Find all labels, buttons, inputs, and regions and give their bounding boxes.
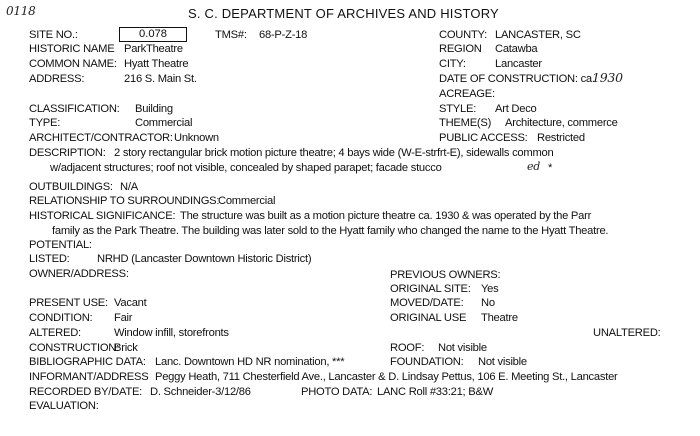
significance-line-1: The structure was built as a motion picture theatre ca. 1930 & was operated by the Parr (180, 210, 592, 222)
public-access-value: Restricted (537, 132, 585, 144)
date-construction-label: DATE OF CONSTRUCTION: ca. (439, 73, 595, 85)
present-use-value: Vacant (114, 297, 147, 309)
original-site-value: Yes (481, 283, 499, 295)
type-label: TYPE: (29, 117, 61, 129)
common-name-value: Hyatt Theatre (124, 58, 189, 70)
site-no-label: SITE NO.: (29, 29, 78, 41)
original-site-label: ORIGINAL SITE: (390, 283, 471, 295)
tms-value: 68-P-Z-18 (259, 29, 308, 41)
bibliographic-value: Lanc. Downtown HD NR nomination, *** (155, 356, 345, 368)
relationship-value: Commercial (218, 195, 276, 207)
public-access-label: PUBLIC ACCESS: (439, 132, 528, 144)
type-value: Commercial (135, 117, 193, 129)
foundation-value: Not visible (478, 356, 527, 368)
common-name-label: COMMON NAME: (29, 58, 117, 70)
card-header: S. C. DEPARTMENT OF ARCHIVES AND HISTORY (188, 6, 499, 21)
moved-value: No (481, 297, 495, 309)
description-asterisk: * (548, 162, 553, 174)
region-value: Catawba (495, 43, 538, 55)
historic-name-value: ParkTheatre (124, 43, 183, 55)
altered-label: ALTERED: (29, 327, 81, 339)
roof-label: ROOF: (390, 342, 425, 354)
handwritten-file-number: 0118 (6, 4, 36, 18)
classification-label: CLASSIFICATION: (29, 103, 120, 115)
site-no-value: 0.078 (139, 28, 167, 40)
altered-value: Window infill, storefronts (114, 327, 229, 339)
construction-label: CONSTRUCTION: (29, 342, 119, 354)
outbuildings-label: OUTBUILDINGS: (29, 181, 113, 193)
unaltered-label: UNALTERED: (593, 327, 661, 339)
historic-name-label: HISTORIC NAME (29, 43, 115, 55)
roof-value: Not visible (438, 342, 487, 354)
informant-value: Peggy Heath, 711 Chesterfield Ave., Lancaster & D. Lindsay Pettus, 106 E. Meeting St., Lancaster (155, 371, 618, 383)
address-label: ADDRESS: (29, 73, 85, 85)
county-label: COUNTY: (439, 29, 487, 41)
moved-label: MOVED/DATE: (390, 297, 464, 309)
description-line-2: w/adjacent structures; roof not visible, concealed by shaped parapet; facade stucco (50, 162, 442, 174)
classification-value: Building (135, 103, 173, 115)
foundation-label: FOUNDATION: (390, 356, 464, 368)
significance-line-2: family as the Park Theatre. The building was later sold to the Hyatt family who changed the name to the Hyatt Theatre. (52, 225, 609, 237)
description-label: DESCRIPTION: (29, 147, 106, 159)
condition-label: CONDITION: (29, 312, 93, 324)
architect-label: ARCHITECT/CONTRACTOR: (29, 132, 173, 144)
relationship-label: RELATIONSHIP TO SURROUNDINGS: (29, 195, 220, 207)
description-line-1: 2 story rectangular brick motion picture theatre; 4 bays wide (W-E-strfrt-E), sidewalls common (114, 147, 554, 159)
condition-value: Fair (114, 312, 133, 324)
evaluation-label: EVALUATION: (29, 400, 99, 412)
photo-value: LANC Roll #33:21; B&W (377, 386, 493, 398)
bibliographic-label: BIBLIOGRAPHIC DATA: (29, 356, 146, 368)
outbuildings-value: N/A (120, 181, 138, 193)
acreage-label: ACREAGE: (439, 88, 495, 100)
photo-label: PHOTO DATA: (301, 386, 373, 398)
architect-value: Unknown (174, 132, 219, 144)
significance-label: HISTORICAL SIGNIFICANCE: (29, 210, 176, 222)
style-value: Art Deco (495, 103, 537, 115)
tms-label: TMS#: (215, 29, 247, 41)
informant-label: INFORMANT/ADDRESS (29, 371, 149, 383)
region-label: REGION (439, 43, 482, 55)
city-value: Lancaster (495, 58, 542, 70)
date-construction-value: 1930 (592, 70, 623, 85)
original-use-value: Theatre (481, 312, 518, 324)
county-value: LANCASTER, SC (495, 29, 581, 41)
construction-value: Brick (114, 342, 138, 354)
previous-owners-label: PREVIOUS OWNERS: (390, 269, 501, 281)
original-use-label: ORIGINAL USE (390, 312, 467, 324)
listed-label: LISTED: (29, 253, 70, 265)
owner-label: OWNER/ADDRESS: (29, 268, 129, 280)
address-value: 216 S. Main St. (124, 73, 197, 85)
style-label: STYLE: (439, 103, 477, 115)
recorded-value: D. Schneider-3/12/86 (150, 386, 251, 398)
potential-label: POTENTIAL: (29, 239, 92, 251)
listed-value: NRHD (Lancaster Downtown Historic District) (97, 253, 312, 265)
description-handwritten-note: ed (527, 160, 541, 173)
themes-value: Architecture, commerce (505, 117, 618, 129)
present-use-label: PRESENT USE: (29, 297, 108, 309)
themes-label: THEME(S) (439, 117, 492, 129)
city-label: CITY: (439, 58, 466, 70)
recorded-label: RECORDED BY/DATE: (29, 386, 143, 398)
